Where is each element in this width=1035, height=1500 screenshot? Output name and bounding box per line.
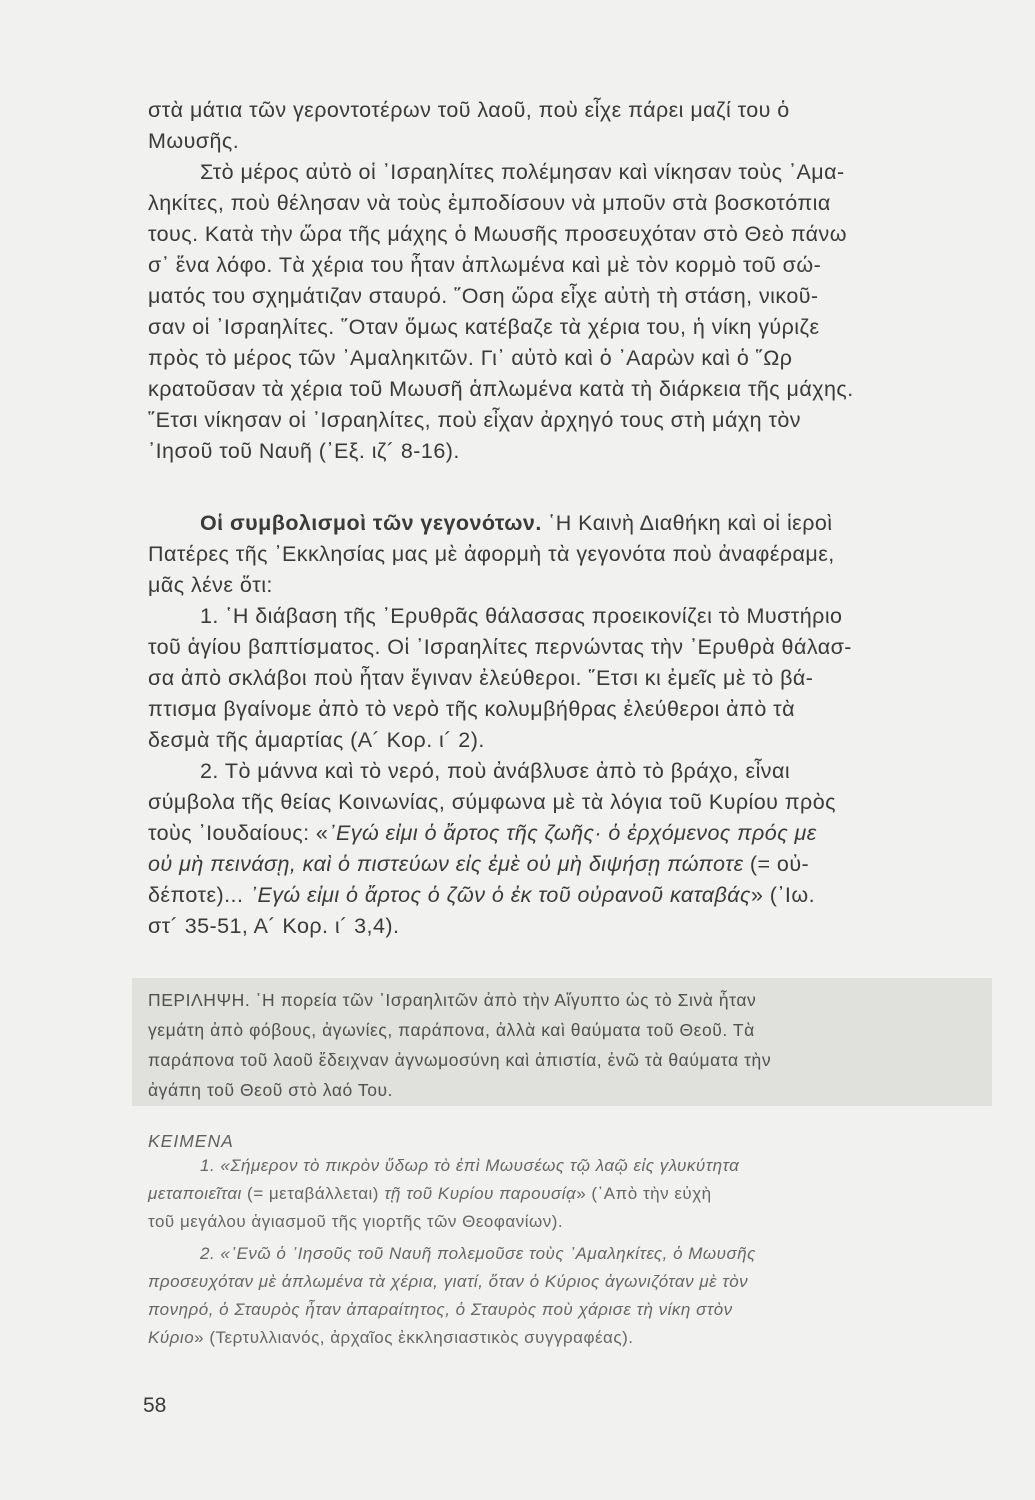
text-fragment: (= οὐ- — [743, 852, 810, 876]
text-line: σαν οἱ ᾿Ισραηλίτες. ῞Οταν ὅμως κατέβαζε τὰ χέρια του, ἡ νίκη γύριζε — [148, 315, 820, 339]
quote-fragment: Κύριο — [148, 1328, 195, 1347]
list-item-1: 1. ῾Η διάβαση τῆς ᾿Ερυθρᾶς θάλασσας προεικονίζει τὸ Μυστήριο — [200, 604, 843, 628]
text-line: σ᾿ ἕνα λόφο. Τὰ χέρια του ἦταν ἁπλωμένα καὶ μὲ τὸν κορμὸ τοῦ σώ- — [148, 253, 822, 277]
text-fragment: » (᾿Απὸ τὴν εὐχὴ — [576, 1184, 712, 1203]
text-fragment: » (᾿Ιω. — [750, 883, 816, 907]
text-line: παράπονα τοῦ λαοῦ ἔδειχναν ἀγνωμοσύνη καὶ ἀπιστία, ἐνῶ τὰ θαύματα τὴν — [148, 1050, 772, 1070]
text-line: προσευχόταν μὲ ἁπλωμένα τὰ χέρια, γιατί, ὅταν ὁ Κύριος ἀγωνιζόταν μὲ τὸν — [148, 1272, 749, 1291]
section-symbolisms — [148, 508, 978, 942]
text-line: στὰ μάτια τῶν γεροντοτέρων τοῦ λαοῦ, ποὺ εἶχε πάρει μαζί του ὁ — [148, 98, 790, 122]
section-heading: Οἱ συμβολισμοὶ τῶν γεγονότων. — [200, 511, 542, 535]
text-line: πτισμα βγαίνομε ἀπὸ τὸ νερὸ τῆς κολυμβήθρας ἐλεύθεροι ἀπὸ τὰ — [148, 697, 796, 721]
text-line: σα ἀπὸ σκλάβοι ποὺ ἦταν ἔγιναν ἐλεύθεροι. ῞Ετσι κι ἐμεῖς μὲ τὸ βά- — [148, 666, 814, 690]
text-line: στ´ 35-51, Α´ Κορ. ι´ 3,4). — [148, 914, 400, 938]
text-fragment: ῾Η Καινὴ Διαθήκη καὶ οἱ ἱεροὶ — [541, 511, 833, 535]
text-line: 1. «Σήμερον τὸ πικρὸν ὕδωρ τὸ ἐπὶ Μωυσέως τῷ λαῷ εἰς γλυκύτητα — [200, 1156, 740, 1175]
text-fragment: τοὺς ᾿Ιουδαίους: « — [148, 821, 329, 845]
list-item-2: 2. Τὸ μάννα καὶ τὸ νερό, ποὺ ἀνάβλυσε ἀπὸ τὸ βράχο, εἶναι — [200, 759, 791, 783]
text-excerpt-1 — [148, 1152, 978, 1236]
text-line — [148, 1324, 978, 1352]
summary-text — [148, 985, 978, 1105]
text-line — [148, 880, 978, 911]
text-line: ληκίτες, ποὺ θέλησαν νὰ τοὺς ἐμποδίσουν νὰ μποῦν στὰ βοσκοτόπια — [148, 191, 831, 215]
text-line: τοῦ μεγάλου ἁγιασμοῦ τῆς γιορτῆς τῶν Θεοφανίων). — [148, 1212, 564, 1231]
text-line: Πατέρες τῆς ᾿Εκκλησίας μας μὲ ἀφορμὴ τὰ γεγονότα ποὺ ἀναφέραμε, — [148, 542, 835, 566]
page-number: 58 — [143, 1394, 167, 1417]
text-fragment: » (Τερτυλλιανός, ἀρχαῖος ἐκκλησιαστικὸς συγγραφέας). — [194, 1328, 634, 1347]
section-first-line — [148, 508, 978, 539]
quote-fragment: μεταποιεῖται — [148, 1184, 242, 1203]
text-line: σύμβολα τῆς θείας Κοινωνίας, σύμφωνα μὲ τὰ λόγια τοῦ Κυρίου πρὸς — [148, 790, 836, 814]
text-line: κρατοῦσαν τὰ χέρια τοῦ Μωυσῆ ἁπλωμένα κατὰ τὴ διάρκεια τῆς μάχης. — [148, 377, 854, 401]
text-line: ᾿Ιησοῦ τοῦ Ναυῆ (᾿Εξ. ιζ´ 8-16). — [148, 439, 460, 463]
text-line: ματός του σχημάτιζαν σταυρό. ῞Οση ὥρα εἶχε αὐτὴ τὴ στάση, νικοῦ- — [148, 284, 819, 308]
text-fragment: (= μεταβάλλεται) — [241, 1184, 385, 1203]
text-line: πρὸς τὸ μέρος τῶν ᾿Αμαληκιτῶν. Γι᾿ αὐτὸ καὶ ὁ ᾿Ααρὼν καὶ ὁ ῞Ωρ — [148, 346, 793, 370]
texts-title: ΚΕΙΜΕΝΑ — [148, 1131, 234, 1151]
quote-fragment: τῇ τοῦ Κυρίου παρουσίᾳ — [384, 1184, 577, 1203]
text-line: ΠΕΡΙΛΗΨΗ. ῾Η πορεία τῶν ᾿Ισραηλιτῶν ἀπὸ τὴν Αἴγυπτο ὡς τὸ Σινὰ ἦταν — [148, 990, 757, 1010]
text-line — [148, 818, 978, 849]
text-excerpt-2 — [148, 1240, 978, 1352]
text-line: ῞Ετσι νίκησαν οἱ ᾿Ισραηλίτες, ποὺ εἶχαν ἀρχηγό τους στὴ μάχη τὸν — [148, 408, 801, 432]
text-line: δεσμὰ τῆς ἁμαρτίας (Α´ Κορ. ι´ 2). — [148, 728, 485, 752]
quote-fragment: ᾿Εγώ εἰμι ὁ ἄρτος τῆς ζωῆς· ὁ ἐρχόμενος πρός με — [328, 821, 817, 845]
text-line: πονηρό, ὁ Σταυρὸς ἦταν ἀπαραίτητος, ὁ Σταυρὸς ποὺ χάρισε τὴ νίκη στὸν — [148, 1300, 733, 1319]
text-line: τοῦ ἁγίου βαπτίσματος. Οἱ ᾿Ισραηλίτες περνώντας τὴν ᾿Ερυθρὰ θάλασ- — [148, 635, 852, 659]
text-line — [148, 849, 978, 880]
text-line: τους. Κατὰ τὴν ὥρα τῆς μάχης ὁ Μωυσῆς προσευχόταν στὸ Θεὸ πάνω — [148, 222, 847, 246]
text-line: Μωυσῆς. — [148, 129, 240, 153]
text-line — [148, 1180, 978, 1208]
text-line: Στὸ μέρος αὐτὸ οἱ ᾿Ισραηλίτες πολέμησαν καὶ νίκησαν τοὺς ᾿Αμα- — [200, 160, 845, 184]
paragraph-intro — [148, 95, 978, 467]
quote-fragment: ᾿Εγώ εἰμι ὁ ἄρτος ὁ ζῶν ὁ ἐκ τοῦ οὐρανοῦ καταβάς — [249, 883, 751, 907]
text-line: ἀγάπη τοῦ Θεοῦ στὸ λαό Του. — [148, 1080, 394, 1100]
quote-fragment: οὐ μὴ πεινάσῃ, καὶ ὁ πιστεύων εἰς ἐμὲ οὐ μὴ διψήσῃ πώποτε — [148, 852, 744, 876]
text-fragment: δέποτε)... — [148, 883, 250, 907]
text-line: γεμάτη ἀπὸ φόβους, ἀγωνίες, παράπονα, ἀλλὰ καὶ θαύματα τοῦ Θεοῦ. Τὰ — [148, 1020, 755, 1040]
text-line: 2. «᾿Ενῶ ὁ ᾿Ιησοῦς τοῦ Ναυῆ πολεμοῦσε τοὺς ᾿Αμαληκίτες, ὁ Μωυσῆς — [200, 1244, 756, 1263]
text-line: μᾶς λένε ὅτι: — [148, 573, 273, 597]
